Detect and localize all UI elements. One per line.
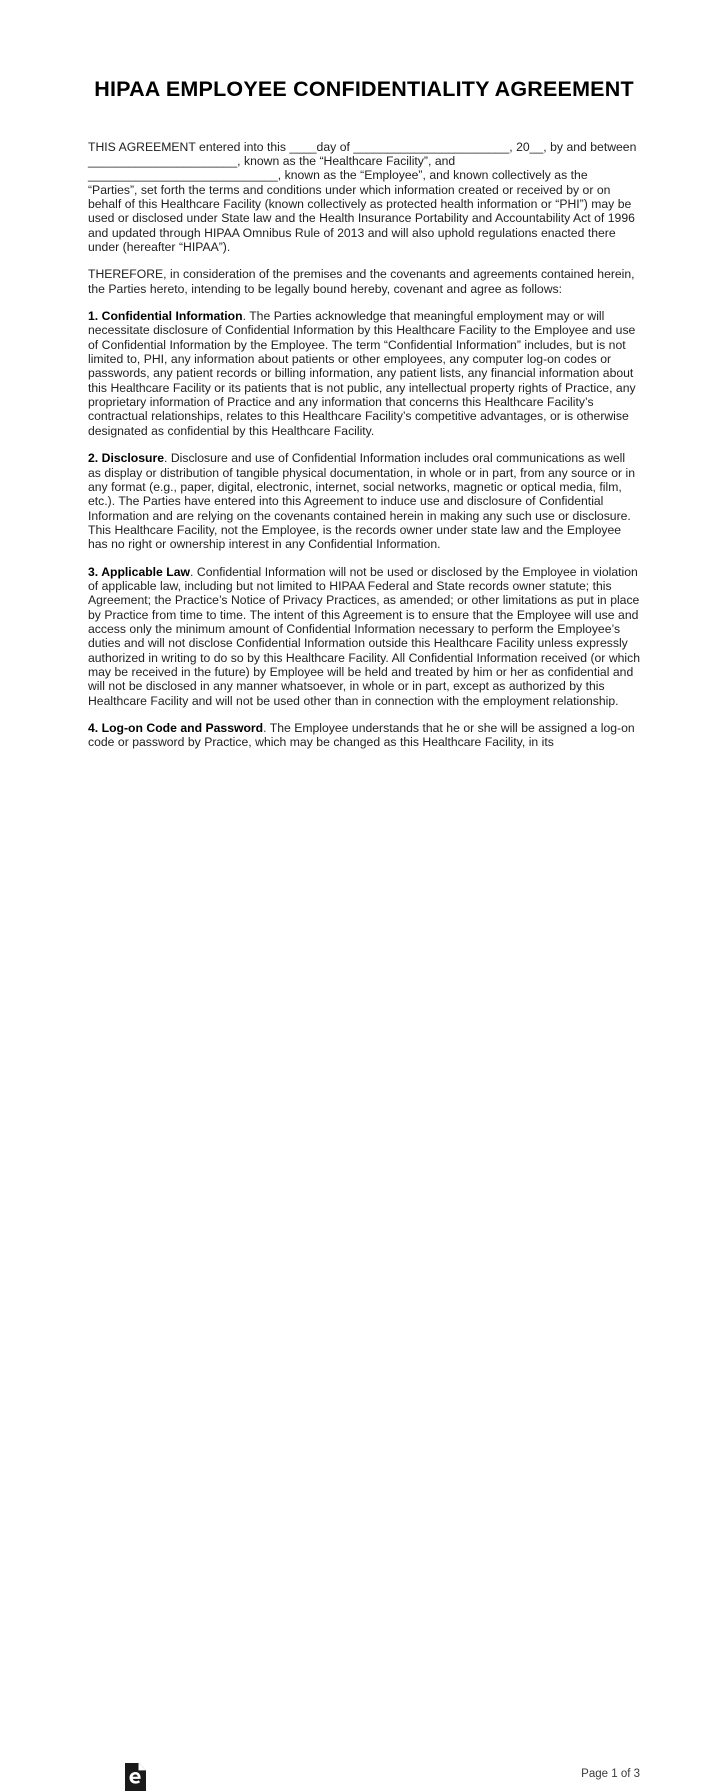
section-1-heading: 1. Confidential Information [88, 309, 243, 324]
section-2-heading: 2. Disclosure [88, 451, 164, 466]
section-4-logon-code-and-password [88, 721, 640, 750]
section-2-disclosure [88, 451, 640, 551]
paragraph-intro: THIS AGREEMENT entered into this ____day of _______________________, 20__, by and between ______________________, known as the “Healthcare Facility”, and ____________________________, known as the “Employee”, and known collectively as the “Parties”, set forth the terms and conditions under which information created or received by or on behalf of this Healthcare Facility (known collectively as protected health information or “PHI”) may be used or disclosed under State law and the Health Insurance Portability and Accountability Act of 1996 and updated through HIPAA Omnibus Rule of 2013 and will also uphold regulations enacted there under (hereafter “HIPAA”). [88, 139, 637, 255]
page-title: HIPAA EMPLOYEE CONFIDENTIALITY AGREEMENT [94, 77, 634, 101]
section-4-heading: 4. Log-on Code and Password [88, 721, 264, 736]
section-3-heading: 3. Applicable Law [88, 564, 191, 579]
page-footer [0, 878, 728, 1780]
section-3-body: . Confidential Information will not be used or disclosed by the Employee in violation of applicable law, including but not limited to HIPAA Federal and State records owner statute; this Agreement; the Practice’s Notice of Privacy Practices, as amended; or other limitations as put in place by Practice from time to time. The intent of this Agreement is to ensure that the Employee will use and access only the minimum amount of Confidential Information necessary to perform the Employee’s duties and will not disclose Confidential Information outside this Healthcare Facility unless expressly authorized in writing to do so by this Healthcare Facility. All Confidential Information received (or which may be received in the future) by Employee will be held and treated by him or her as confidential and will not be disclosed in any manner whatsoever, in whole or in part, except as authorized by this Healthcare Facility and will not be used other than in connection with the employment relationship. [88, 564, 641, 708]
section-1-confidential-information [88, 309, 640, 438]
section-2-body: . Disclosure and use of Confidential Information includes oral communications as well as display or distribution of tangible physical documentation, in whole or in part, from any source or in any format (e.g., paper, digital, electronic, internet, social networks, magnetic or optical media, film, etc.). The Parties have entered into this Agreement to induce use and disclosure of Confidential Information and are relying on the covenants contained herein in making any such use or disclosure. This Healthcare Facility, not the Employee, is the records owner under state law and the Employee has no right or ownership interest in any Confidential Information. [88, 451, 636, 552]
section-1-body: . The Parties acknowledge that meaningful employment may or will necessitate disclosure of Confidential Information by this Healthcare Facility to the Employee and use of Confidential Information by the Employee. The term “Confidential Information” includes, but is not limited to, PHI, any information about patients or other employees, any computer log-on codes or passwords, any patient records or billing information, any patient lists, any financial information about this Healthcare Facility or its patients that is not public, any intellectual property rights of Practice, any proprietary information of Practice and any information that concerns this Healthcare Facility’s contractual relationships, relates to this Healthcare Facility’s competitive advantages, or is otherwise designated as confidential by this Healthcare Facility. [88, 309, 636, 438]
section-4-body: . The Employee understands that he or she will be assigned a log-on code or password by Practice, which may be changed as this Healthcare Facility, in its [88, 721, 635, 750]
paragraph-therefore: THEREFORE, in consideration of the premises and the covenants and agreements contained herein, the Parties hereto, intending to be legally bound hereby, covenant and agree as follows: [88, 267, 635, 296]
document-body [88, 78, 640, 750]
page-number-label: Page 1 of 3 [581, 1768, 640, 1780]
document-e-logo-icon [125, 1763, 146, 1791]
section-3-applicable-law [88, 565, 640, 708]
